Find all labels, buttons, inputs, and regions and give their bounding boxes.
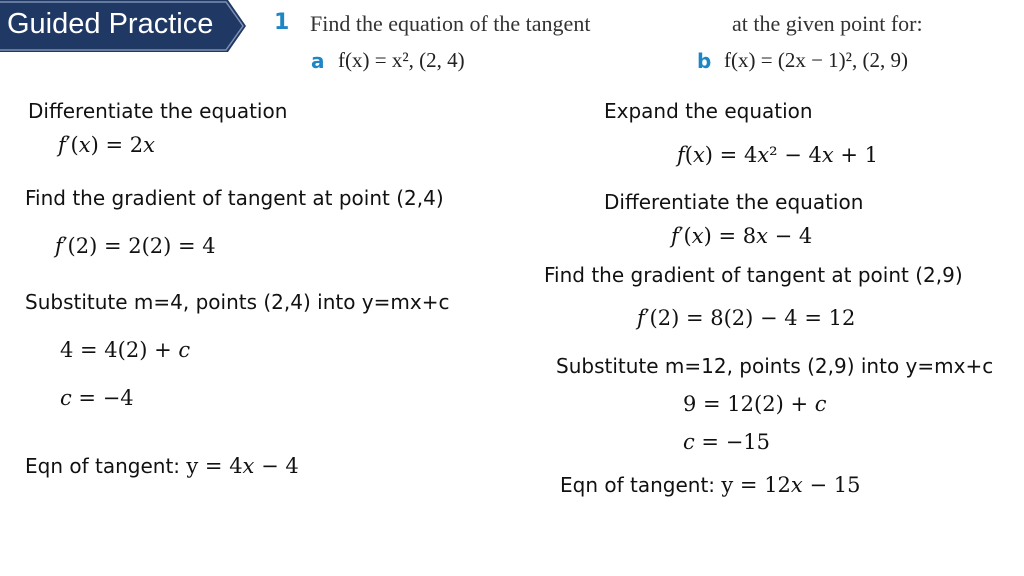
left-result-label: Eqn of tangent: (25, 454, 187, 478)
right-step3-math1: 9 = 12(2) + 𝑐 (683, 392, 827, 416)
right-step2-math: 𝑓′(2) = 8(2) − 4 = 12 (637, 306, 856, 330)
left-step3-label: Substitute m=4, points (2,4) into y=mx+c (25, 290, 450, 314)
left-step2-math: 𝑓′(2) = 2(2) = 4 (55, 234, 216, 258)
left-result (25, 454, 299, 478)
left-result-math: y = 4𝑥 − 4 (186, 454, 299, 478)
left-step2-label: Find the gradient of tangent at point (2,4) (25, 186, 444, 210)
left-step3-math2: 𝑐 = −4 (60, 386, 134, 410)
left-step1-label: Differentiate the equation (28, 99, 288, 123)
right-step1-math: 𝑓′(𝑥) = 8𝑥 − 4 (671, 224, 813, 248)
question-text-right: at the given point for: (732, 11, 923, 36)
right-step0-label: Expand the equation (604, 99, 813, 123)
banner-title: Guided Practice (7, 8, 214, 40)
right-result-math: y = 12𝑥 − 15 (721, 473, 861, 497)
right-step2-label: Find the gradient of tangent at point (2,9) (544, 263, 963, 287)
right-result-label: Eqn of tangent: (560, 473, 722, 497)
right-step3-label: Substitute m=12, points (2,9) into y=mx+c (556, 354, 994, 378)
part-a-label: a (311, 49, 325, 73)
right-step3-math2: 𝑐 = −15 (683, 430, 771, 454)
question-number: 1 (274, 10, 290, 35)
question-text-left: Find the equation of the tangent (310, 11, 591, 36)
part-b-function: f(x) = (2x − 1)², (2, 9) (724, 48, 908, 72)
right-step0-math: 𝑓(𝑥) = 4𝑥² − 4𝑥 + 1 (677, 143, 879, 167)
right-step1-label: Differentiate the equation (604, 190, 864, 214)
right-result (560, 473, 860, 497)
left-step3-math1: 4 = 4(2) + 𝑐 (60, 338, 191, 362)
part-b-label: b (697, 49, 712, 73)
part-a-function: f(x) = x², (2, 4) (338, 48, 465, 72)
title-banner (0, 0, 246, 52)
left-step1-math: 𝑓′(𝑥) = 2𝑥 (58, 133, 155, 157)
